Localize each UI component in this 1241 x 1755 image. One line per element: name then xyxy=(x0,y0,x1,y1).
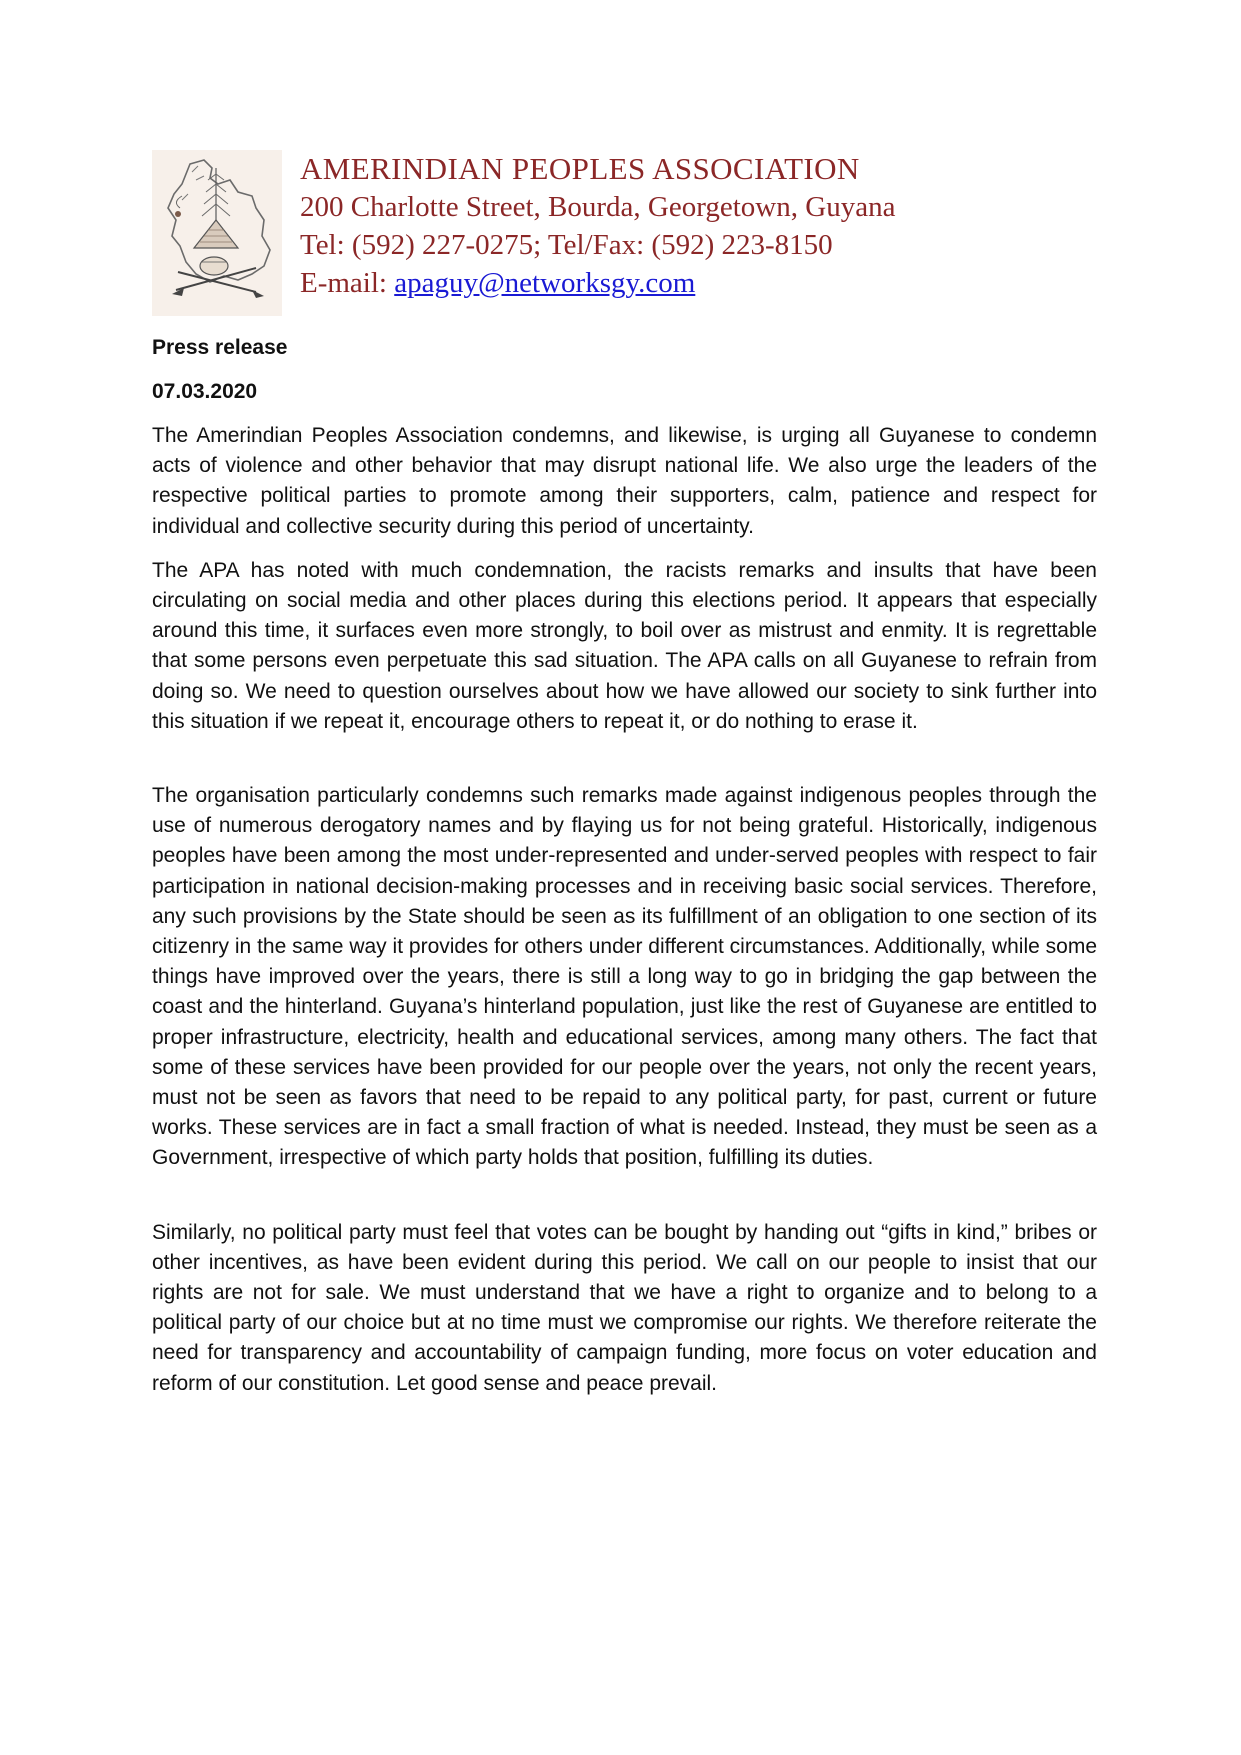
organization-address: 200 Charlotte Street, Bourda, Georgetown, Guyana xyxy=(300,191,896,223)
paragraph: The organisation particularly condemns such remarks made against indigenous peoples through the use of numerous derogatory names and by flaying us for not being grateful. Historically, indigenous peoples have been among the most under-represented and under-served peoples with respect to fair participation in national decision-making processes and in receiving basic social services. Therefore, any such provisions by the State should be seen as its fulfillment of an obligation to one section of its citizenry in the same way it provides for others under different circumstances. Additionally, while some things have improved over the years, there is still a long way to go in bridging the gap between the coast and the hinterland. Guyana’s hinterland population, just like the rest of Guyanese are entitled to proper infrastructure, electricity, health and educational services, among many others. The fact that some of these services have been provided for our people over the years, not only the recent years, must not be seen as favors that need to be repaid to any political party, for past, current or future works. These services are in fact a small fraction of what is needed. Instead, they must be seen as a Government, irrespective of which party holds that position, fulfilling its duties. xyxy=(152,784,1097,1170)
paragraph: The Amerindian Peoples Association condemns, and likewise, is urging all Guyanese to condemn acts of violence and other behavior that may disrupt national life. We also urge the leaders of the respective political parties to promote among their supporters, calm, patience and respect for individual and collective security during this period of uncertainty. xyxy=(152,424,1097,538)
press-release-body xyxy=(152,333,1097,1413)
document-type-label: Press release xyxy=(152,336,288,359)
organization-name: AMERINDIAN PEOPLES ASSOCIATION xyxy=(300,151,860,186)
organization-contact-block xyxy=(300,150,1090,302)
paragraph: The APA has noted with much condemnation, the racists remarks and insults that have been circulating on social media and other places during this elections period. It appears that especially around this time, it surfaces even more strongly, to boil over as mistrust and enmity. It is regrettable that some persons even perpetuate this sad situation. The APA calls on all Guyanese to refrain from doing so. We need to question ourselves about how we have allowed our society to sink further into this situation if we repeat it, encourage others to repeat it, or do nothing to erase it. xyxy=(152,558,1097,733)
guyana-map-logo-icon xyxy=(152,150,282,316)
email-link[interactable]: apaguy@networksgy.com xyxy=(394,267,696,299)
document-date: 07.03.2020 xyxy=(152,380,258,403)
organization-email-line xyxy=(300,264,1090,302)
email-label: E-mail: xyxy=(300,267,395,299)
organization-phone: Tel: (592) 227-0275; Tel/Fax: (592) 223-8150 xyxy=(300,229,833,261)
paragraph: Similarly, no political party must feel that votes can be bought by handing out “gifts in kind,” bribes or other incentives, as have been evident during this period. We call on our people to insist that our rights are not for sale. We must understand that we have a right to organize and to belong to a political party of our choice but at no time must we compromise our rights. We therefore reiterate the need for transparency and accountability of campaign funding, more focus on voter education and reform of our constitution. Let good sense and peace prevail. xyxy=(152,1220,1097,1395)
letterhead xyxy=(152,150,1092,316)
